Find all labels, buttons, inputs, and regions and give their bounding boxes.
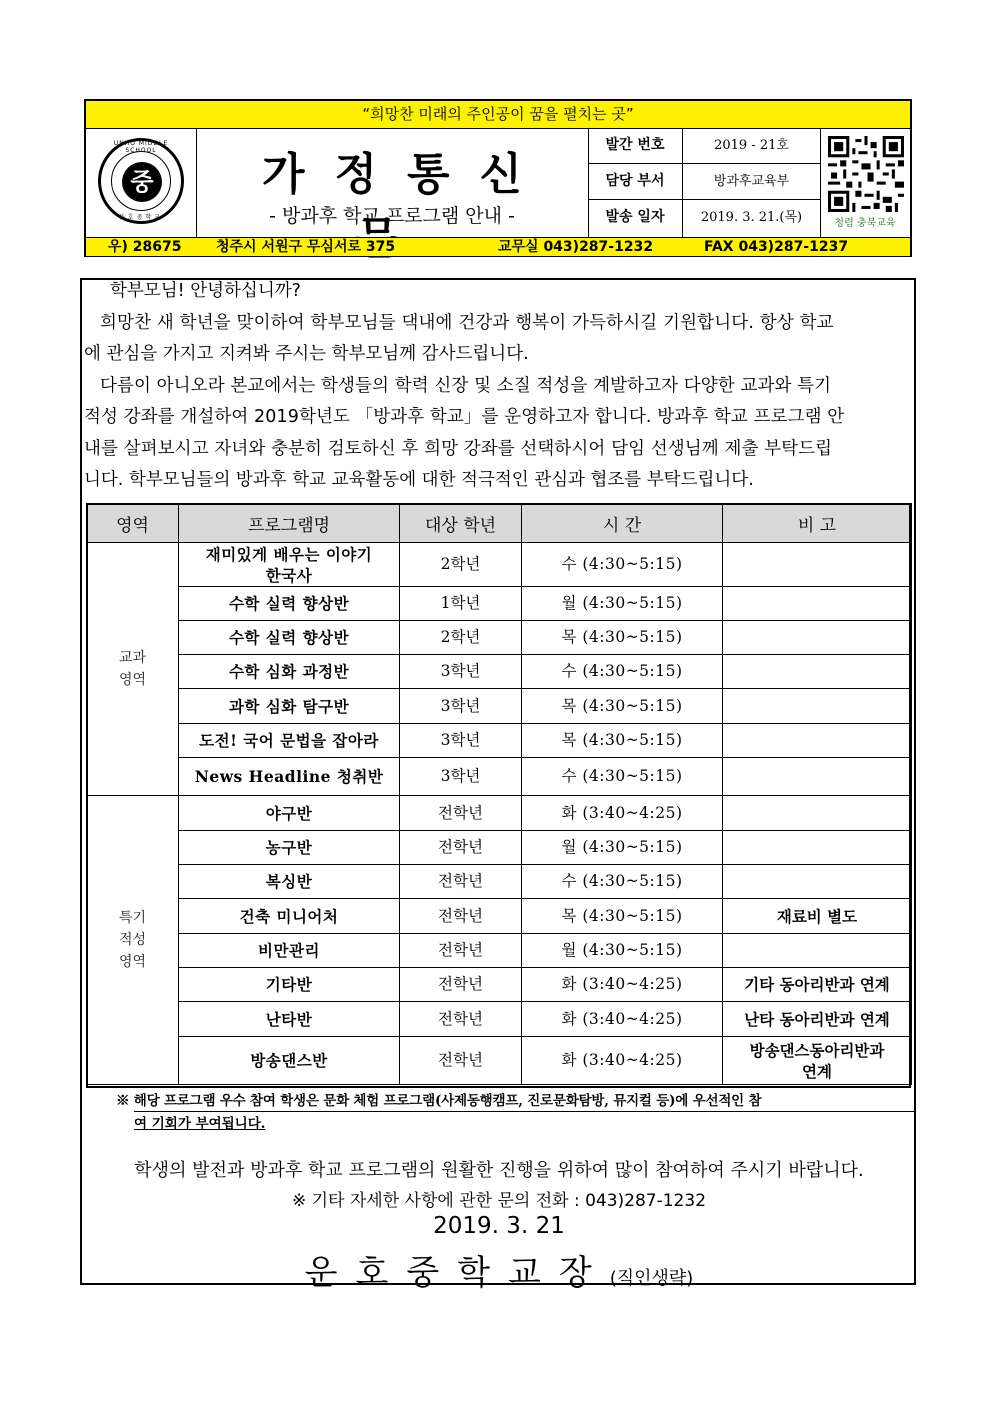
fax-number: FAX 043)287-1237 <box>704 239 849 255</box>
program-cell: 기타반 <box>179 968 400 1002</box>
grade-cell: 3학년 <box>400 689 522 724</box>
time-cell: 화 (3:40~4:25) <box>522 1002 723 1037</box>
note-cell: 재료비 별도 <box>723 899 912 934</box>
footnote-line: ※ 해당 프로그램 우수 참여 학생은 문화 체험 프로그램(사제동행캠프, 진로문화탐방, 뮤지컬 등)에 우선적인 참 <box>116 1093 762 1109</box>
time-cell: 수 (4:30~5:15) <box>522 655 723 689</box>
table-row <box>87 796 912 831</box>
time-cell: 수 (4:30~5:15) <box>522 543 723 587</box>
table-row <box>87 724 912 758</box>
program-cell: 수학 심화 과정반 <box>179 655 400 689</box>
meta-value: 방과후교육부 <box>713 174 790 189</box>
qr-cell <box>820 128 910 237</box>
note-cell <box>723 796 912 831</box>
note-cell <box>723 655 912 689</box>
grade-cell: 1학년 <box>400 587 522 621</box>
closing-request: 학생의 발전과 방과후 학교 프로그램의 원활한 진행을 위하여 많이 참여하여 주시기 바랍니다. <box>134 1160 864 1181</box>
issue-date: 2019. 3. 21 <box>433 1213 565 1239</box>
table-row <box>87 621 912 655</box>
meta-row-department <box>588 164 820 200</box>
paragraph-line: 에 관심을 가지고 지켜봐 주시는 학부모님께 감사드립니다. <box>84 344 529 364</box>
grade-cell: 2학년 <box>400 543 522 587</box>
table-row <box>87 689 912 724</box>
grade-cell: 전학년 <box>400 968 522 1002</box>
table-row <box>87 1037 912 1085</box>
meta-label: 담당 부서 <box>588 164 683 199</box>
table-row <box>87 758 912 796</box>
paragraph-line: 내를 살펴보시고 자녀와 충분히 검토하신 후 희망 강좌를 선택하시어 담임 선생님께 제출 부탁드립 <box>84 438 833 459</box>
footnote <box>116 1090 914 1136</box>
time-cell: 화 (3:40~4:25) <box>522 968 723 1002</box>
contact-info: ※ 기타 자세한 사항에 관한 문의 전화 : 043)287-1232 <box>291 1191 707 1211</box>
column-header: 대상 학년 <box>400 504 522 543</box>
program-cell: 야구반 <box>179 796 400 831</box>
note-cell <box>723 543 912 587</box>
program-cell: 건축 미니어처 <box>179 899 400 934</box>
table-row <box>87 587 912 621</box>
seal-bottom-text: 운호중학교 <box>119 214 163 221</box>
program-cell: 방송댄스반 <box>179 1037 400 1085</box>
note-cell: 방송댄스동아리반과 연계 <box>723 1037 912 1085</box>
paragraph-line: 다름이 아니오라 본교에서는 학생들의 학력 신장 및 소질 적성을 계발하고자 다양한 교과와 특기 <box>100 375 832 396</box>
school-address-bar <box>86 237 910 256</box>
principal-title: 운호중학교장 <box>304 1253 610 1293</box>
grade-cell: 전학년 <box>400 1037 522 1085</box>
newsletter-subtitle: - 방과후 학교 프로그램 안내 - <box>269 205 515 227</box>
grade-cell: 3학년 <box>400 758 522 796</box>
meta-label: 발송 일자 <box>588 200 683 237</box>
grade-cell: 전학년 <box>400 796 522 831</box>
time-cell: 화 (3:40~4:25) <box>522 796 723 831</box>
office-phone: 교무실 043)287-1232 <box>498 239 654 255</box>
paragraph-line: 니다. 학부모님들의 방과후 학교 교육활동에 대한 적극적인 관심과 협조를 부탁드립니다. <box>84 470 754 490</box>
meta-row-issue-number <box>588 128 820 164</box>
time-cell: 수 (4:30~5:15) <box>522 865 723 899</box>
program-cell: News Headline 청취반 <box>179 758 400 796</box>
meta-row-send-date <box>588 200 820 237</box>
table-row <box>87 831 912 865</box>
principal-signature <box>84 1245 914 1294</box>
meta-value: 2019. 3. 21.(목) <box>700 210 803 225</box>
title-cell <box>196 128 589 237</box>
grade-cell: 2학년 <box>400 621 522 655</box>
program-cell: 수학 실력 향상반 <box>179 621 400 655</box>
seal-top-text: UNHO MIDDLE SCHOOL <box>113 140 169 154</box>
program-cell: 난타반 <box>179 1002 400 1037</box>
street-address: 청주시 서원구 무심서로 375 <box>216 239 396 255</box>
time-cell: 화 (3:40~4:25) <box>522 1037 723 1085</box>
newsletter-title: 가정통신 <box>261 149 552 200</box>
area-cell: 특기 적성 영역 <box>87 796 179 1085</box>
table-row <box>87 543 912 587</box>
greeting: 학부모님! 안녕하십니까? <box>110 281 301 301</box>
note-cell <box>723 865 912 899</box>
note-cell <box>723 587 912 621</box>
paragraph-line: 적성 강좌를 개설하여 2019학년도 「방과후 학교」를 운영하고자 합니다. 방과후 학교 프로그램 안 <box>84 407 845 427</box>
table-row <box>87 655 912 689</box>
school-seal-icon <box>98 138 184 224</box>
table-header-row <box>87 504 912 543</box>
table-row <box>87 934 912 968</box>
program-cell: 복싱반 <box>179 865 400 899</box>
time-cell: 수 (4:30~5:15) <box>522 758 723 796</box>
program-table-body <box>87 543 912 1085</box>
postal-code: 우) 28675 <box>108 239 182 255</box>
area-cell: 교과 영역 <box>87 543 179 796</box>
seal-center-glyph: 중 <box>122 162 162 202</box>
footnote-line: 여 기회가 부여됩니다. <box>134 1116 266 1132</box>
time-cell: 월 (4:30~5:15) <box>522 587 723 621</box>
note-cell <box>723 934 912 968</box>
time-cell: 목 (4:30~5:15) <box>522 899 723 934</box>
grade-cell: 전학년 <box>400 934 522 968</box>
note-cell <box>723 831 912 865</box>
time-cell: 월 (4:30~5:15) <box>522 934 723 968</box>
newsletter-header <box>84 99 912 257</box>
letter-body <box>84 276 914 497</box>
program-cell: 과학 심화 탐구반 <box>179 689 400 724</box>
note-cell <box>723 689 912 724</box>
note-cell: 기타 동아리반과 연계 <box>723 968 912 1002</box>
meta-value: 2019 - 21호 <box>714 138 789 153</box>
seal-omitted-note: (직인생략) <box>609 1268 694 1289</box>
program-cell: 수학 실력 향상반 <box>179 587 400 621</box>
table-row <box>87 899 912 934</box>
grade-cell: 전학년 <box>400 1002 522 1037</box>
program-cell: 비만관리 <box>179 934 400 968</box>
column-header: 프로그램명 <box>179 504 400 543</box>
issue-meta-table <box>588 128 821 237</box>
qr-caption: 청렴 충북교육 <box>834 218 896 229</box>
grade-cell: 전학년 <box>400 831 522 865</box>
program-cell: 도전! 국어 문법을 잡아라 <box>179 724 400 758</box>
grade-cell: 전학년 <box>400 899 522 934</box>
program-cell: 농구반 <box>179 831 400 865</box>
table-row <box>87 1002 912 1037</box>
school-logo-cell <box>86 128 197 237</box>
grade-cell: 3학년 <box>400 655 522 689</box>
note-cell <box>723 621 912 655</box>
time-cell: 월 (4:30~5:15) <box>522 831 723 865</box>
time-cell: 목 (4:30~5:15) <box>522 724 723 758</box>
grade-cell: 전학년 <box>400 865 522 899</box>
table-row <box>87 968 912 1002</box>
program-table <box>86 503 912 1085</box>
school-slogan: “희망찬 미래의 주인공이 꿈을 펼치는 곳” <box>86 101 910 129</box>
paragraph-line: 희망찬 새 학년을 맞이하여 학부모님들 댁내에 건강과 행복이 가득하시길 기원합니다. 항상 학교 <box>100 312 834 333</box>
program-cell: 재미있게 배우는 이야기 한국사 <box>179 543 400 587</box>
time-cell: 목 (4:30~5:15) <box>522 621 723 655</box>
qr-code-icon <box>828 136 904 212</box>
time-cell: 목 (4:30~5:15) <box>522 689 723 724</box>
footnote-rule <box>134 1111 914 1112</box>
note-cell <box>723 724 912 758</box>
table-row <box>87 865 912 899</box>
footnote-line-wrap <box>116 1113 914 1136</box>
meta-label: 발간 번호 <box>588 128 683 163</box>
column-header: 비 고 <box>723 504 912 543</box>
grade-cell: 3학년 <box>400 724 522 758</box>
note-cell: 난타 동아리반과 연계 <box>723 1002 912 1037</box>
column-header: 시 간 <box>522 504 723 543</box>
column-header: 영역 <box>87 504 179 543</box>
note-cell <box>723 758 912 796</box>
